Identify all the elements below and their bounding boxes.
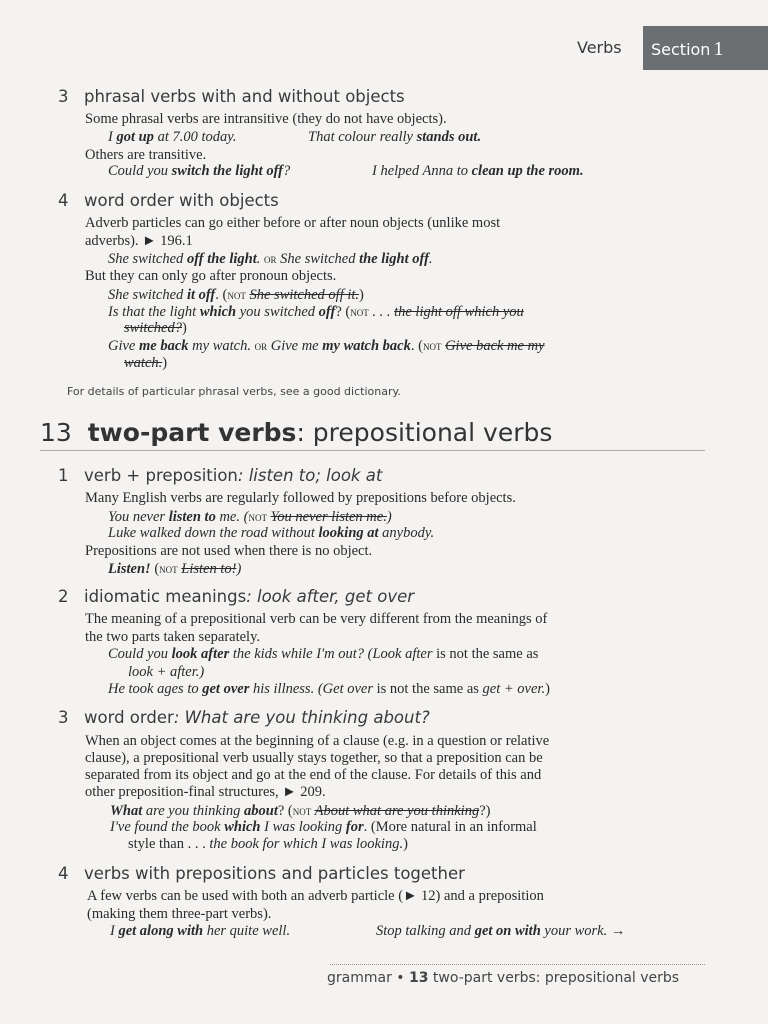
example: I helped Anna to clean up the room.	[372, 163, 584, 179]
body-text: Many English verbs are regularly followed by prepositions before objects.	[85, 490, 516, 506]
body-text: (making them three-part verbs).	[87, 906, 272, 922]
example: switched?)	[124, 320, 187, 336]
example: Is that the light which you switched off? (not . . . the light off which you	[108, 304, 524, 320]
example: You never listen to me. (not You never listen me.)	[108, 509, 392, 525]
header-chapter: Verbs	[577, 38, 622, 57]
example: I've found the book which I was looking for. (More natural in an informal	[110, 819, 537, 835]
body-text: Prepositions are not used when there is no object.	[85, 543, 373, 559]
example: I got up at 7.00 today.	[108, 129, 237, 145]
body-text: But they can only go after pronoun objects.	[85, 268, 337, 284]
running-footer: grammar • 13 two-part verbs: prepositional verbs	[327, 970, 680, 986]
example: She switched off the light. or She switched the light off.	[108, 251, 433, 267]
example: Could you switch the light off?	[108, 163, 291, 179]
example: Could you look after the kids while I'm out? (Look after is not the same as	[108, 646, 539, 662]
footer-rule	[330, 964, 705, 965]
example: That colour really stands out.	[308, 129, 482, 145]
example: style than . . . the book for which I was looking.)	[128, 836, 408, 852]
main-heading: 13 two-part verbs: prepositional verbs	[40, 418, 553, 447]
example: Luke walked down the road without looking at anybody.	[108, 525, 435, 541]
heading-rule	[40, 450, 705, 451]
section-tab	[643, 26, 768, 70]
example: Give me back my watch. or Give me my watch back. (not Give back me my	[108, 338, 545, 354]
subheading-1: 1 verb + preposition: listen to; look at	[58, 466, 383, 485]
body-text: Adverb particles can go either before or after noun objects (unlike most	[85, 215, 501, 231]
example: He took ages to get over his illness. (Get over is not the same as get + over.)	[108, 681, 550, 697]
subheading-4: 4 word order with objects	[58, 191, 279, 210]
section-number: 1	[713, 38, 724, 60]
body-text: A few verbs can be used with both an adverb particle (► 12) and a preposition	[87, 888, 544, 904]
example: Stop talking and get on with your work. →	[376, 923, 626, 939]
example: watch.)	[124, 355, 168, 371]
body-text: Some phrasal verbs are intransitive (they do not have objects).	[85, 111, 447, 127]
section-label: Section	[651, 40, 711, 59]
example: Listen! (not Listen to!)	[108, 561, 242, 577]
body-text: adverbs). ► 196.1	[85, 233, 193, 249]
body-text: the two parts taken separately.	[85, 629, 261, 645]
footnote: For details of particular phrasal verbs, see a good dictionary.	[67, 385, 401, 398]
subheading-3b: 3 word order: What are you thinking about?	[58, 708, 430, 727]
body-text: separated from its object and go at the end of the clause. For details of this and	[85, 767, 542, 783]
example: look + after.)	[128, 664, 205, 680]
body-text: When an object comes at the beginning of a clause (e.g. in a question or relative	[85, 733, 550, 749]
continue-arrow-icon: →	[610, 923, 626, 939]
subheading-4b: 4 verbs with prepositions and particles together	[58, 864, 465, 883]
subheading-2: 2 idiomatic meanings: look after, get over	[58, 587, 415, 606]
example: What are you thinking about? (not About what are you thinking?)	[110, 803, 491, 819]
body-text: clause), a prepositional verb usually stays together, so that a preposition can be	[85, 750, 543, 766]
body-text: Others are transitive.	[85, 147, 207, 163]
body-text: The meaning of a prepositional verb can be very different from the meanings of	[85, 611, 548, 627]
body-text: other preposition-final structures, ► 209.	[85, 784, 326, 800]
example: I get along with her quite well.	[110, 923, 291, 939]
example: She switched it off. (not She switched off it.)	[108, 287, 364, 303]
subheading-3: 3 phrasal verbs with and without objects	[58, 87, 405, 106]
